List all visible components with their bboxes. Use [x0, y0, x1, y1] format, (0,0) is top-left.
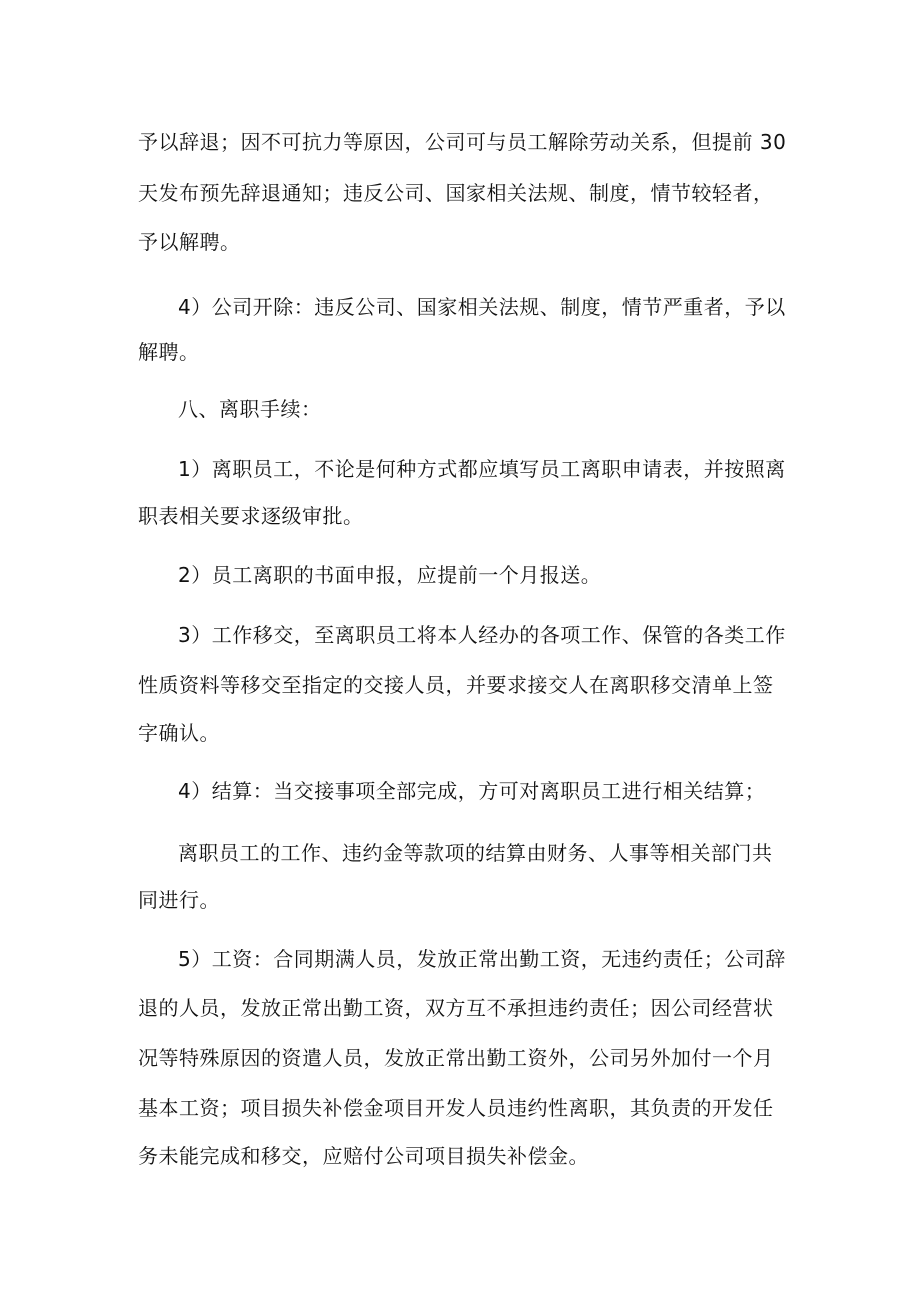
text-line: 天发布预先辞退通知；违反公司、国家相关法规、制度，情节较轻者，: [138, 181, 774, 205]
text-line: 同进行。: [138, 888, 220, 912]
text-line: 予以辞退；因不可抗力等原因，公司可与员工解除劳动关系，但提前 30: [138, 130, 787, 154]
text-line: 4）结算：当交接事项全部完成，方可对离职员工进行相关结算；: [178, 779, 766, 803]
text-line: 性质资料等移交至指定的交接人员，并要求接交人在离职移交清单上签: [138, 673, 774, 697]
text-line: 务未能完成和移交，应赔付公司项目损失补偿金。: [138, 1144, 589, 1168]
text-line: 解聘。: [138, 340, 200, 364]
text-line: 3）工作移交，至离职员工将本人经办的各项工作、保管的各类工作: [178, 623, 786, 647]
text-line: 4）公司开除：违反公司、国家相关法规、制度，情节严重者，予以: [178, 295, 786, 319]
text-line: 5）工资：合同期满人员，发放正常出勤工资，无违约责任；公司辞: [178, 947, 786, 971]
text-line: 2）员工离职的书面申报，应提前一个月报送。: [178, 563, 602, 587]
text-line: 退的人员，发放正常出勤工资，双方互不承担违约责任；因公司经营状: [138, 996, 774, 1020]
text-line: 1）离职员工，不论是何种方式都应填写员工离职申请表，并按照离: [178, 457, 786, 481]
text-line: 离职员工的工作、违约金等款项的结算由财务、人事等相关部门共: [178, 841, 773, 865]
text-line: 基本工资；项目损失补偿金项目开发人员违约性离职，其负责的开发任: [138, 1096, 774, 1120]
text-line: 况等特殊原因的资遣人员，发放正常出勤工资外，公司另外加付一个月: [138, 1046, 774, 1070]
text-line: 字确认。: [138, 721, 220, 745]
text-line: 予以解聘。: [138, 230, 241, 254]
section-title: 八、离职手续：: [178, 397, 322, 421]
text-line: 职表相关要求逐级审批。: [138, 504, 364, 528]
